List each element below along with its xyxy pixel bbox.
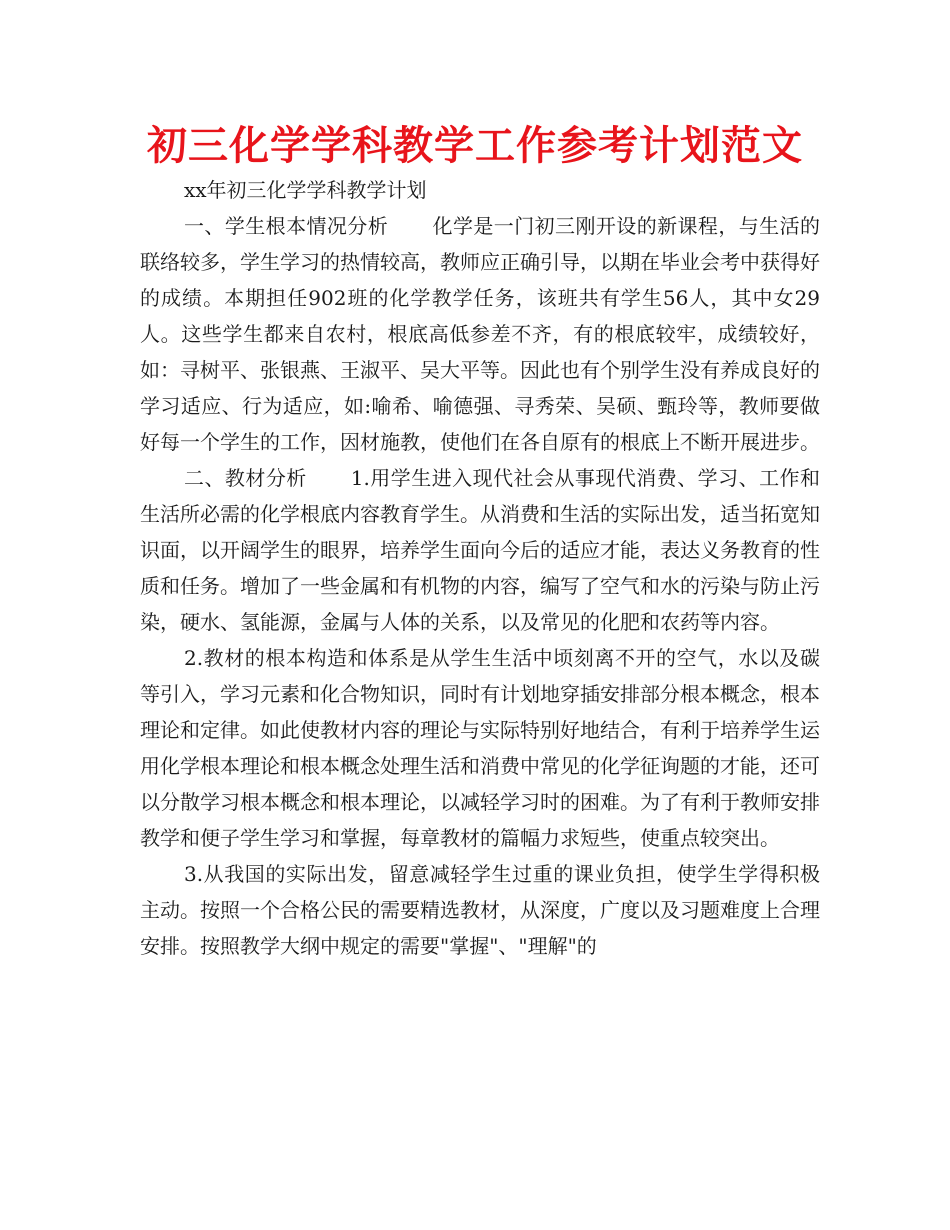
paragraph-section2-item1 (140, 460, 820, 640)
paragraph-section1 (140, 208, 820, 460)
section2-heading: 二、教材分析 (184, 466, 307, 490)
document-subtitle: xx年初三化学学科教学计划 (184, 178, 427, 202)
paragraph-section2-item2: 2.教材的根本构造和体系是从学生生活中顷刻离不开的空气，水以及碳等引入，学习元素和化合物知识，同时有计划地穿插安排部分根本概念，根本理论和定律。如此使教材内容的理论与实际特别好地结合，有利于培养学生运用化学根本理论和根本概念处理生活和消费中常见的化学征询题的才能，还可以分散学习根本概念和根本理论，以减轻学习时的困难。为了有利于教师安排教学和便子学生学习和掌握，每章教材的篇幅力求短些，使重点较突出。 (140, 646, 820, 850)
section1-text: 化学是一门初三刚开设的新课程，与生活的联络较多，学生学习的热情较高，教师应正确引导，以期在毕业会考中获得好的成绩。本期担任902班的化学教学任务，该班共有学生56人，其中女29人。这些学生都来自农村，根底高低参差不齐，有的根底较牢，成绩较好，如：寻树平、张银燕、王淑平、吴大平等。因此也有个别学生没有养成良好的学习适应、行为适应，如:喻希、喻德强、寻秀荣、吴硕、甄玲等，教师要做好每一个学生的工作，因材施教，使他们在各自原有的根底上不断开展进步。 (140, 214, 821, 454)
section1-heading: 一、学生根本情况分析 (184, 214, 389, 238)
section2-item1-text: 1.用学生进入现代社会从事现代消费、学习、工作和生活所必需的化学根底内容教育学生。从消费和生活的实际出发，适当拓宽知识面，以开阔学生的眼界，培养学生面向今后的适应才能，表达义务教育的性质和任务。增加了一些金属和有机物的内容，编写了空气和水的污染与防止污染，硬水、氢能源，金属与人体的关系，以及常见的化肥和农药等内容。 (140, 466, 820, 634)
document-body (140, 172, 820, 964)
document-title: 初三化学学科教学工作参考计划范文 (147, 123, 803, 169)
paragraph-section2-item3: 3.从我国的实际出发，留意减轻学生过重的课业负担，使学生学得积极主动。按照一个合格公民的需要精选教材，从深度，广度以及习题难度上合理安排。按照教学大纲中规定的需要"掌握"、"理解"的 (140, 862, 820, 958)
